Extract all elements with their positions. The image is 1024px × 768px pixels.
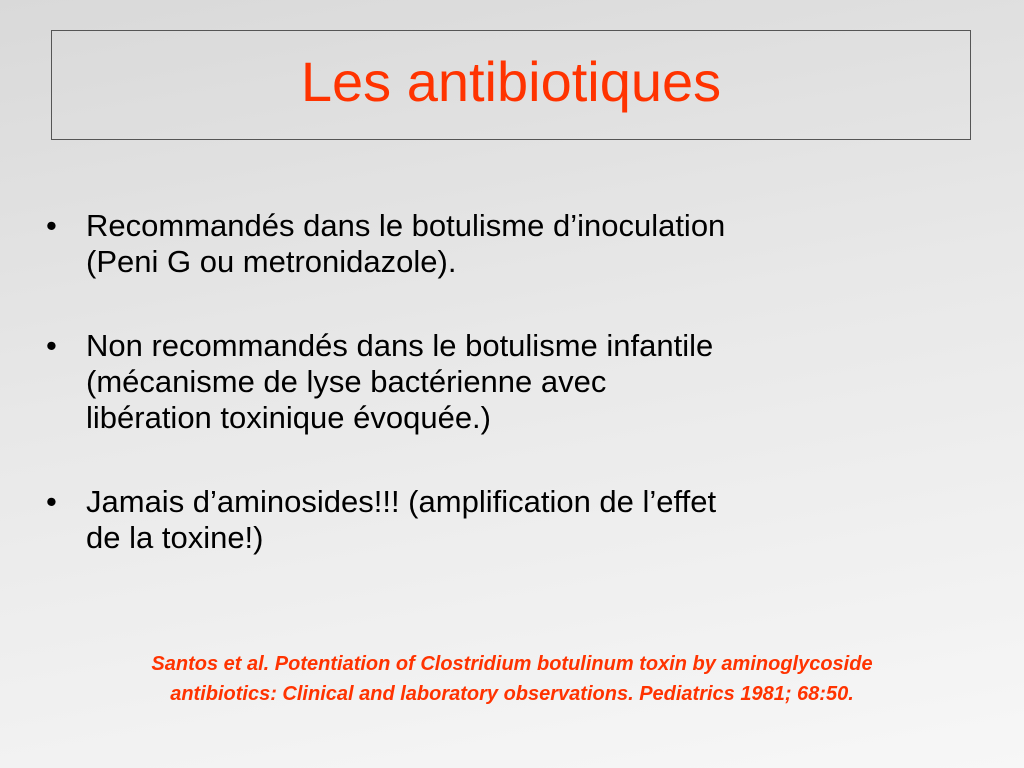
bullet-line: Recommandés dans le botulisme d’inoculation bbox=[86, 208, 726, 243]
citation-line: antibiotics: Clinical and laboratory observations. Pediatrics 1981; 68:50. bbox=[170, 683, 854, 705]
bullet-item-2 bbox=[44, 328, 924, 436]
bullet-line: (mécanisme de lyse bactérienne avec bbox=[86, 364, 607, 399]
bullet-item-3 bbox=[44, 484, 924, 556]
bullet-line: Non recommandés dans le botulisme infantile bbox=[86, 328, 714, 363]
bullet-marker: • bbox=[46, 208, 57, 243]
bullet-line: (Peni G ou metronidazole). bbox=[86, 244, 457, 279]
bullet-marker: • bbox=[46, 328, 57, 363]
citation-line: Santos et al. Potentiation of Clostridium botulinum toxin by aminoglycoside bbox=[151, 653, 873, 675]
bullet-line: de la toxine!) bbox=[86, 520, 264, 555]
citation-reference bbox=[40, 649, 984, 709]
bullet-line: Jamais d’aminosides!!! (amplification de l’effet bbox=[86, 484, 717, 519]
title-box bbox=[51, 30, 971, 140]
bullet-list bbox=[44, 208, 924, 604]
bullet-line: libération toxinique évoquée.) bbox=[86, 400, 491, 435]
bullet-marker: • bbox=[46, 484, 57, 519]
bullet-item-1 bbox=[44, 208, 924, 280]
slide-title: Les antibiotiques bbox=[300, 50, 722, 113]
